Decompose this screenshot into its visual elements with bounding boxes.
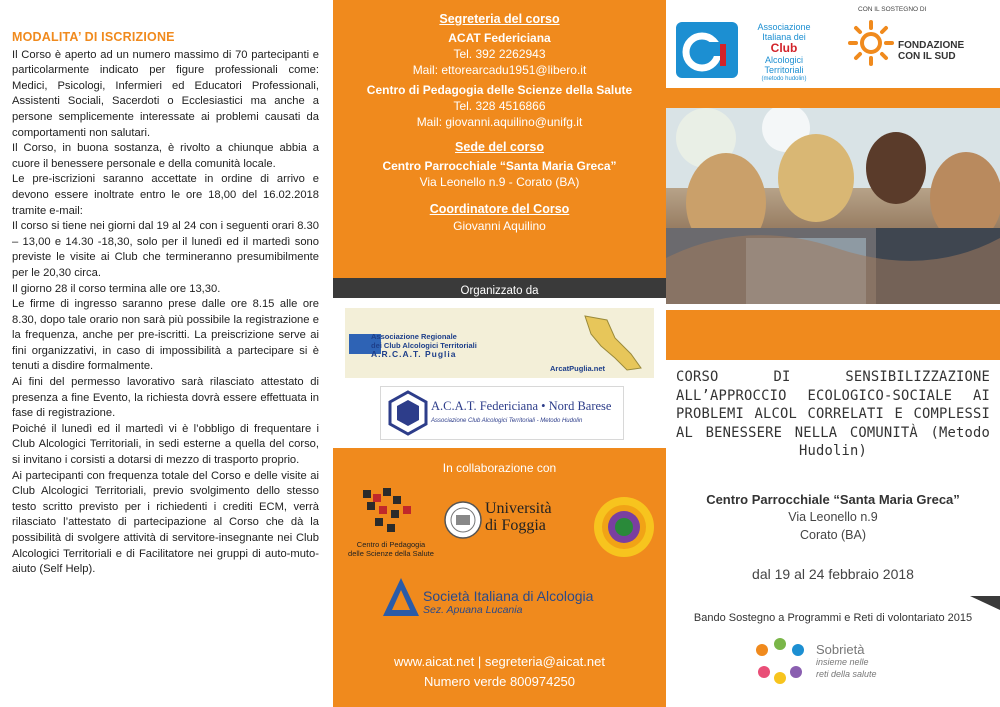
aicat-logo-icon xyxy=(676,22,738,78)
iscrizione-heading: MODALITA’ DI ISCRIZIONE xyxy=(12,30,175,44)
aicat-line5: Territoriali xyxy=(764,65,804,75)
sia-line2: Sez. Apuana Lucania xyxy=(423,604,523,616)
acatfed-title: A.C.A.T. Federiciana • Nord Barese xyxy=(431,399,612,413)
coord-name: Giovanni Aquilino xyxy=(453,219,546,233)
coord-heading: Coordinatore del Corso xyxy=(429,202,570,216)
arcat-line3: A.R.C.A.T. Puglia xyxy=(371,349,457,359)
aicat-line2: Italiana dei xyxy=(762,32,806,42)
fond-line1: FONDAZIONE xyxy=(898,40,965,51)
sede-name: Centro Parrocchiale “Santa Maria Greca” xyxy=(382,159,617,173)
cps-line1: Centro di Pedagogia xyxy=(356,540,426,549)
arcat-puglia-logo xyxy=(345,308,654,378)
aicat-line6: (metodo hudolin) xyxy=(761,76,807,82)
unifg-line1: Università xyxy=(485,500,552,517)
sobrieta-figures-icon xyxy=(750,636,810,692)
aicat-line3: Club xyxy=(770,41,798,55)
paragraph: Il Corso, in buona sostanza, è rivolto a chiunque abbia a cuore il benessere personale e della comunità locale. xyxy=(12,142,319,170)
acat-federiciana-logo xyxy=(380,386,624,440)
acat-tel: Tel. 392 2262943 xyxy=(453,47,546,61)
cps-line2: delle Scienze della Salute xyxy=(348,549,434,558)
unifg-line2: di Foggia xyxy=(485,517,546,534)
centro-name: Centro di Pedagogia delle Scienze della Salute xyxy=(366,83,633,97)
paragraph: Le pre-iscrizioni saranno accettate in ordine di arrivo e devono essere inoltrate entro le ore 18,00 del 16.02.2018 tramite e-mail: xyxy=(12,173,319,217)
aicat-line1: Associazione xyxy=(757,22,811,32)
paragraph: Le firme di ingresso saranno prese dalle ore 8.15 alle ore 8.30, dopo tale orario non sarà più possibile la registrazione e la frequenza, anche per pre-iscritti. La preiscrizione serve ai fini organizzativi, in caso di impossibilità a partecipare si è tenuti a disdire formalmente. xyxy=(12,298,319,373)
sobrieta-line3: reti della salute xyxy=(816,669,877,679)
unifg-seal-icon xyxy=(443,500,483,540)
paragraph: Poiché il lunedì ed il martedì vi è l’obbligo di frequentare i Club Alcologici Territoriali, in sedi esterne a quella del corso, si invitano i corsisti a dotarsi di mezzo di trasporto proprio. xyxy=(12,422,319,467)
sia-triangle-icon xyxy=(381,576,421,620)
sobrieta-line1: Sobrietà xyxy=(816,642,865,657)
group-hug-photo xyxy=(666,108,1000,304)
sobrieta-line2: insieme nelle xyxy=(816,657,869,667)
arcat-site[interactable]: ArcatPuglia.net xyxy=(550,364,606,373)
corner-triangle-icon xyxy=(970,596,1000,610)
cps-logo-icon xyxy=(357,486,417,538)
aicat-line4: Alcologici xyxy=(764,55,804,65)
paragraph: Il Corso è aperto ad un numero massimo di 70 partecipanti e particolarmente indicato per figure professionali come: Medici, Psicologi, Infermieri ed Educatori Professionali, Assistenti Sociali, Sacerdoti o Ecclesiastici ma anche a persone semplicemente interessate ai problemi causati da comportamenti non salutari. xyxy=(12,48,319,139)
paragraph: Il giorno 28 il corso termina alle ore 13,30. xyxy=(12,282,221,295)
course-dates: dal 19 al 24 febbraio 2018 xyxy=(752,566,914,582)
acatfed-sub: Associazione Club Alcologici Territoriali - Metodo Hudolin xyxy=(431,418,583,424)
paragraph: Il corso si tiene nei giorni dal 19 al 24 con i seguenti orari 8.30 – 13,00 e 14.30 -18,30, solo per il lunedì ed il martedì sono previste le visite ai Club che termineranno presumibilmente per le 20,30 circa. xyxy=(12,220,319,279)
footer-web[interactable]: www.aicat.net | segreteria@aicat.net xyxy=(394,654,605,669)
footer-verde: Numero verde 800974250 xyxy=(423,674,576,689)
collab-label: In collaborazione con xyxy=(442,461,557,475)
right-panel xyxy=(666,0,1000,707)
fond-line2: CON IL SUD xyxy=(898,51,956,62)
group-hug-illustration xyxy=(666,108,1000,304)
acat-name: ACAT Federiciana xyxy=(448,31,551,45)
sede-heading: Sede del corso xyxy=(455,140,544,154)
venue-city: Corato (BA) xyxy=(800,528,866,542)
paragraph: Ai fini del permesso lavorativo sarà rilasciato attestato di presenza a fine Evento, la richiesta dovrà essere effettuata in fase di registrazione. xyxy=(12,376,319,420)
paragraph: Ai partecipanti con frequenza totale del Corso e delle visite ai Club Alcologici Territoriali, previo svolgimento dello stesso testo scritto previsto per i richiedenti i crediti ECM, verrà rilasciato l’attestato di partecipazione al Corso che dà la possibilità di svolgere attività di servitore-insegnante nei Club Alcologici Territoriali e di Facilitatore nei gruppi di auto-muto-aiuto (Self Help). xyxy=(12,469,319,576)
centro-mail[interactable]: Mail: giovanni.aquilino@unifg.it xyxy=(416,115,583,129)
sunflower-logo-icon xyxy=(591,494,657,560)
acat-mail[interactable]: Mail: ettorearcadu1951@libero.it xyxy=(412,63,587,77)
centro-tel: Tel. 328 4516866 xyxy=(453,99,546,113)
arcat-line1: Associazione Regionale xyxy=(371,332,457,341)
left-panel xyxy=(0,0,333,707)
bando-text: Bando Sostegno a Programmi e Reti di volontariato 2015 xyxy=(693,612,973,624)
federiciana-castle-icon xyxy=(383,388,433,438)
middle-panel xyxy=(333,0,666,707)
course-title: CORSO DI SENSIBILIZZAZIONE ALL’APPROCCIO ECOLOGICO-SOCIALE AI PROBLEMI ALCOL CORRELATI E COMPLESSI AL BENESSERE NELLA COMUNITÀ (Metodo Hudolin) xyxy=(676,369,990,459)
top-orange-band xyxy=(666,88,1000,108)
sia-line1: Società Italiana di Alcologia xyxy=(423,588,594,604)
aicat-mark-icon xyxy=(676,22,738,78)
organizzato-label: Organizzato da xyxy=(460,285,539,297)
fondazione-sun-icon xyxy=(848,20,894,66)
segreteria-heading: Segreteria del corso xyxy=(439,12,560,26)
arcat-line2: dei Club Alcologici Territoriali xyxy=(371,341,477,350)
sede-address: Via Leonello n.9 - Corato (BA) xyxy=(419,175,580,189)
sostegno-label: CON IL SOSTEGNO DI xyxy=(858,6,927,13)
venue-name: Centro Parrocchiale “Santa Maria Greca” xyxy=(706,492,960,507)
venue-street: Via Leonello n.9 xyxy=(788,510,878,524)
